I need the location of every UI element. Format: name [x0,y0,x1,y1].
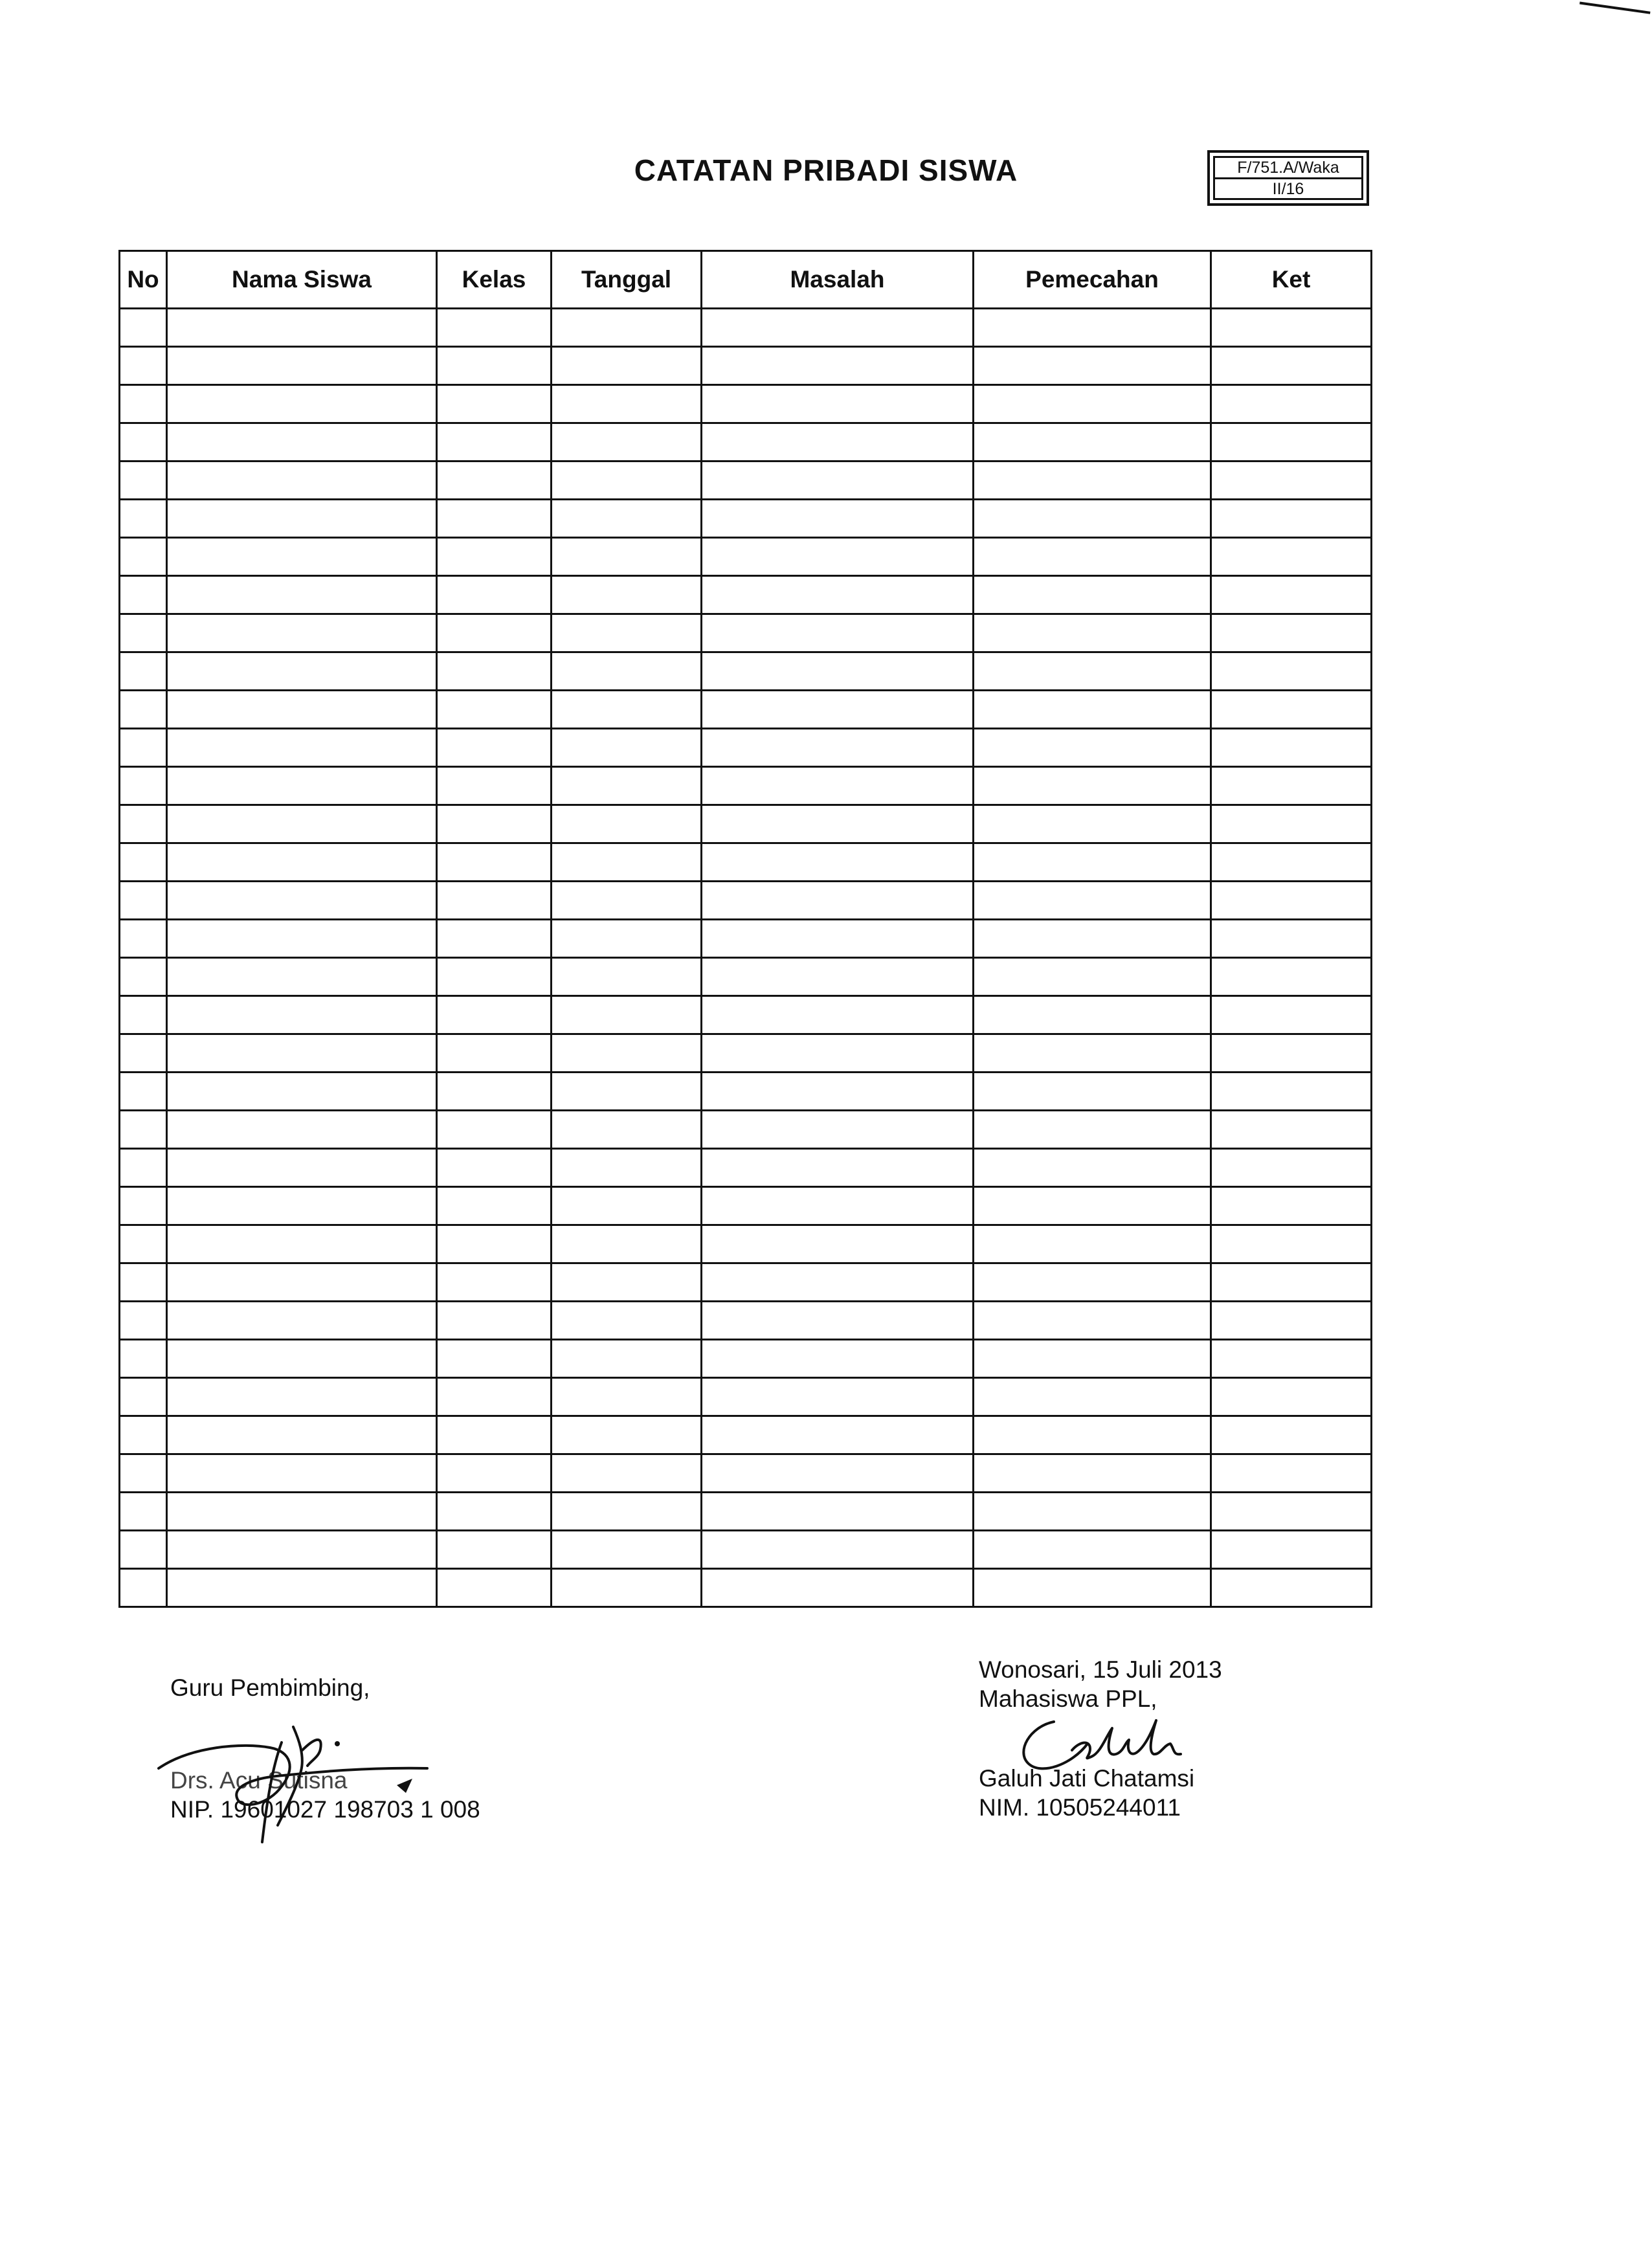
table-cell [702,309,974,347]
table-row [120,461,1372,500]
table-cell [552,1531,702,1569]
table-cell [120,500,167,538]
table-cell [437,767,552,805]
place-date: Wonosari, 15 Juli 2013 [979,1656,1222,1683]
table-cell [702,805,974,843]
table-cell [702,958,974,996]
table-cell [552,461,702,500]
table-cell [120,1073,167,1111]
table-cell [974,1187,1211,1225]
table-cell [974,1378,1211,1416]
column-header-no: No [120,251,167,309]
table-cell [974,1493,1211,1531]
table-row [120,1531,1372,1569]
table-body [120,309,1372,1607]
table-cell [974,614,1211,652]
mahasiswa-name: Galuh Jati Chatamsi [979,1765,1195,1792]
table-row [120,1493,1372,1531]
signature-block-mahasiswa [979,1655,1222,1822]
table-cell [552,1187,702,1225]
table-cell [167,958,437,996]
table-cell [1211,805,1372,843]
table-cell [120,347,167,385]
table-cell [120,1378,167,1416]
table-cell [702,385,974,423]
table-row [120,1378,1372,1416]
table-cell [120,461,167,500]
table-cell [552,1034,702,1073]
table-cell [167,1225,437,1263]
column-header-ket: Ket [1211,251,1372,309]
table-cell [974,1111,1211,1149]
guru-role: Guru Pembimbing, [170,1674,370,1701]
table-row [120,1111,1372,1149]
table-cell [437,1569,552,1607]
mahasiswa-nim: NIM. 10505244011 [979,1794,1181,1821]
table-row [120,538,1372,576]
scan-edge-mark [1579,0,1652,14]
table-cell [167,1569,437,1607]
table-cell [120,1340,167,1378]
table-cell [437,1225,552,1263]
table-cell [120,805,167,843]
table-cell [552,500,702,538]
table-cell [1211,614,1372,652]
table-cell [552,843,702,882]
table-cell [167,1111,437,1149]
table-cell [1211,1340,1372,1378]
table-row [120,652,1372,691]
table-cell [120,309,167,347]
table-cell [167,1302,437,1340]
table-cell [552,1416,702,1454]
table-row [120,1263,1372,1302]
table-cell [120,691,167,729]
table-cell [120,1111,167,1149]
table-cell [702,1416,974,1454]
table-cell [120,1454,167,1493]
table-cell [702,767,974,805]
table-row [120,1225,1372,1263]
table-cell [702,920,974,958]
table-cell [702,1111,974,1149]
table-cell [552,652,702,691]
table-cell [167,691,437,729]
table-cell [974,461,1211,500]
table-cell [1211,1569,1372,1607]
table-cell [437,500,552,538]
table-cell [120,538,167,576]
table-cell [974,1263,1211,1302]
table-cell [120,576,167,614]
table-cell [552,920,702,958]
page-title: CATATAN PRIBADI SISWA [634,153,1018,187]
table-cell [552,958,702,996]
table-cell [167,805,437,843]
table-cell [702,1034,974,1073]
mahasiswa-role: Mahasiswa PPL, [979,1685,1157,1712]
table-cell [167,538,437,576]
table-cell [552,614,702,652]
table-cell [702,1225,974,1263]
table-cell [120,958,167,996]
table-cell [974,729,1211,767]
table-cell [974,996,1211,1034]
table-cell [167,652,437,691]
column-header-kelas: Kelas [437,251,552,309]
table-cell [437,1034,552,1073]
table-cell [974,1569,1211,1607]
table-cell [552,1073,702,1111]
table-cell [702,1378,974,1416]
table-cell [702,500,974,538]
table-cell [1211,1302,1372,1340]
table-cell [702,1302,974,1340]
table-cell [1211,1073,1372,1111]
table-cell [167,1263,437,1302]
table-cell [437,1493,552,1531]
student-record-table [118,250,1372,1608]
table-cell [702,1340,974,1378]
table-cell [120,423,167,461]
table-cell [1211,1378,1372,1416]
table-row [120,500,1372,538]
table-cell [437,1149,552,1187]
table-cell [552,882,702,920]
table-cell [437,958,552,996]
table-cell [1211,538,1372,576]
table-cell [120,1569,167,1607]
table-row [120,958,1372,996]
table-cell [120,1493,167,1531]
table-cell [167,1378,437,1416]
table-cell [120,1149,167,1187]
table-cell [167,729,437,767]
signature-block-guru [170,1673,480,1824]
table-cell [1211,729,1372,767]
table-cell [552,1263,702,1302]
table-cell [974,1416,1211,1454]
table-cell [120,652,167,691]
table-cell [1211,882,1372,920]
table-cell [1211,1416,1372,1454]
table-cell [552,1493,702,1531]
table-row [120,1073,1372,1111]
table-cell [1211,347,1372,385]
form-code-box [1207,150,1369,206]
table-cell [437,996,552,1034]
table-cell [1211,996,1372,1034]
table-cell [552,423,702,461]
table-cell [702,691,974,729]
table-cell [167,1493,437,1531]
table-cell [974,767,1211,805]
table-row [120,1034,1372,1073]
table-cell [552,309,702,347]
table-cell [974,691,1211,729]
table-cell [437,1073,552,1111]
table-cell [167,1149,437,1187]
table-row [120,1187,1372,1225]
table-cell [552,538,702,576]
table-cell [437,461,552,500]
table-row [120,996,1372,1034]
table-cell [702,996,974,1034]
table-cell [974,538,1211,576]
table-row [120,767,1372,805]
table-cell [167,920,437,958]
table-cell [167,843,437,882]
table-row [120,423,1372,461]
table-cell [1211,1263,1372,1302]
table-row [120,347,1372,385]
table-cell [552,576,702,614]
guru-name: Drs. Acu Sutisna [170,1767,348,1794]
table-cell [1211,767,1372,805]
table-cell [702,423,974,461]
table-cell [167,500,437,538]
table-row [120,614,1372,652]
table-row [120,882,1372,920]
table-cell [1211,500,1372,538]
table-cell [552,1569,702,1607]
table-cell [974,805,1211,843]
table-cell [974,309,1211,347]
table-cell [552,767,702,805]
table-cell [974,423,1211,461]
table-cell [437,1111,552,1149]
table-cell [437,1531,552,1569]
table-cell [437,920,552,958]
guru-nip: NIP. 19601027 198703 1 008 [170,1796,480,1823]
signature-space [979,1713,1222,1764]
table-row [120,576,1372,614]
table-cell [120,996,167,1034]
table-cell [702,729,974,767]
table-cell [702,461,974,500]
table-cell [702,1263,974,1302]
table-cell [120,1034,167,1073]
signature-space [170,1702,480,1766]
table-cell [552,1378,702,1416]
table-cell [437,309,552,347]
table-cell [974,652,1211,691]
table-cell [167,347,437,385]
table-cell [437,1187,552,1225]
table-cell [120,1416,167,1454]
table-cell [167,767,437,805]
table-cell [974,958,1211,996]
table-cell [974,843,1211,882]
form-code-inner [1213,156,1363,200]
table-cell [552,1149,702,1187]
table-cell [702,882,974,920]
table-cell [974,882,1211,920]
column-header-pemecahan: Pemecahan [974,251,1211,309]
table-cell [702,347,974,385]
table-cell [120,767,167,805]
table-cell [437,729,552,767]
table-cell [1211,843,1372,882]
table-cell [437,576,552,614]
table-cell [702,614,974,652]
table-cell [702,1569,974,1607]
table-cell [437,385,552,423]
table-cell [702,843,974,882]
table-cell [1211,461,1372,500]
form-code-revision: II/16 [1215,177,1361,199]
table-cell [167,996,437,1034]
table-cell [167,309,437,347]
table-cell [437,691,552,729]
table-cell [702,1149,974,1187]
table-cell [552,805,702,843]
table-cell [702,576,974,614]
table-cell [167,1187,437,1225]
table-cell [437,1263,552,1302]
table-cell [167,423,437,461]
table-cell [437,423,552,461]
table-cell [974,1034,1211,1073]
table-cell [552,1302,702,1340]
table-cell [120,385,167,423]
table-cell [120,1187,167,1225]
table-cell [437,614,552,652]
table-cell [974,500,1211,538]
column-header-tanggal: Tanggal [552,251,702,309]
table-cell [974,1149,1211,1187]
table-cell [552,385,702,423]
table-cell [1211,1493,1372,1531]
table-cell [1211,958,1372,996]
table-row [120,691,1372,729]
table-cell [120,729,167,767]
table-cell [552,347,702,385]
table-row [120,1454,1372,1493]
table-cell [1211,1034,1372,1073]
table-row [120,1302,1372,1340]
table-cell [1211,691,1372,729]
table-row [120,385,1372,423]
table-row [120,729,1372,767]
column-header-nama-siswa: Nama Siswa [167,251,437,309]
table-cell [1211,576,1372,614]
table-cell [702,1187,974,1225]
table-cell [437,652,552,691]
table-row [120,309,1372,347]
table-row [120,1149,1372,1187]
table-cell [1211,1187,1372,1225]
table-cell [1211,1531,1372,1569]
table-cell [1211,1454,1372,1493]
table-row [120,1569,1372,1607]
table-cell [437,1378,552,1416]
table-cell [702,652,974,691]
column-header-masalah: Masalah [702,251,974,309]
table-cell [702,1493,974,1531]
table-cell [167,1454,437,1493]
table-cell [974,1302,1211,1340]
table-cell [167,1340,437,1378]
table-cell [437,1416,552,1454]
table-cell [974,347,1211,385]
table-cell [120,843,167,882]
table-cell [1211,423,1372,461]
table-cell [974,920,1211,958]
table-row [120,1416,1372,1454]
table-cell [437,882,552,920]
form-code-number: F/751.A/Waka [1237,159,1339,177]
table-cell [120,920,167,958]
table-cell [167,1034,437,1073]
table-cell [167,576,437,614]
table-row [120,1340,1372,1378]
table-cell [437,1454,552,1493]
table-cell [974,576,1211,614]
table-cell [167,882,437,920]
table-row [120,843,1372,882]
table-cell [702,538,974,576]
table-cell [1211,385,1372,423]
table-cell [1211,1225,1372,1263]
table-cell [1211,1111,1372,1149]
table-cell [974,1454,1211,1493]
table-cell [974,1531,1211,1569]
table-cell [974,385,1211,423]
table-cell [1211,920,1372,958]
table-row [120,805,1372,843]
table-cell [552,1225,702,1263]
table-cell [120,614,167,652]
table-cell [974,1340,1211,1378]
table-cell [120,1531,167,1569]
table-header-row [120,251,1372,309]
table-cell [120,1225,167,1263]
table-cell [120,1302,167,1340]
table-row [120,920,1372,958]
table-cell [552,1340,702,1378]
table-cell [974,1073,1211,1111]
table-cell [167,385,437,423]
table-cell [167,461,437,500]
table-cell [437,347,552,385]
table-cell [120,1263,167,1302]
table-cell [437,538,552,576]
table-cell [702,1454,974,1493]
table-cell [1211,652,1372,691]
table-cell [167,614,437,652]
table-cell [437,843,552,882]
table-cell [702,1531,974,1569]
table-cell [702,1073,974,1111]
table-cell [552,691,702,729]
table-cell [552,996,702,1034]
table-cell [167,1416,437,1454]
table-cell [1211,309,1372,347]
table-cell [167,1531,437,1569]
table-cell [437,1340,552,1378]
table-cell [1211,1149,1372,1187]
table-cell [552,1454,702,1493]
table-cell [437,1302,552,1340]
table-cell [120,882,167,920]
table-cell [437,805,552,843]
table-cell [167,1073,437,1111]
table-cell [974,1225,1211,1263]
table-cell [552,729,702,767]
table-cell [552,1111,702,1149]
